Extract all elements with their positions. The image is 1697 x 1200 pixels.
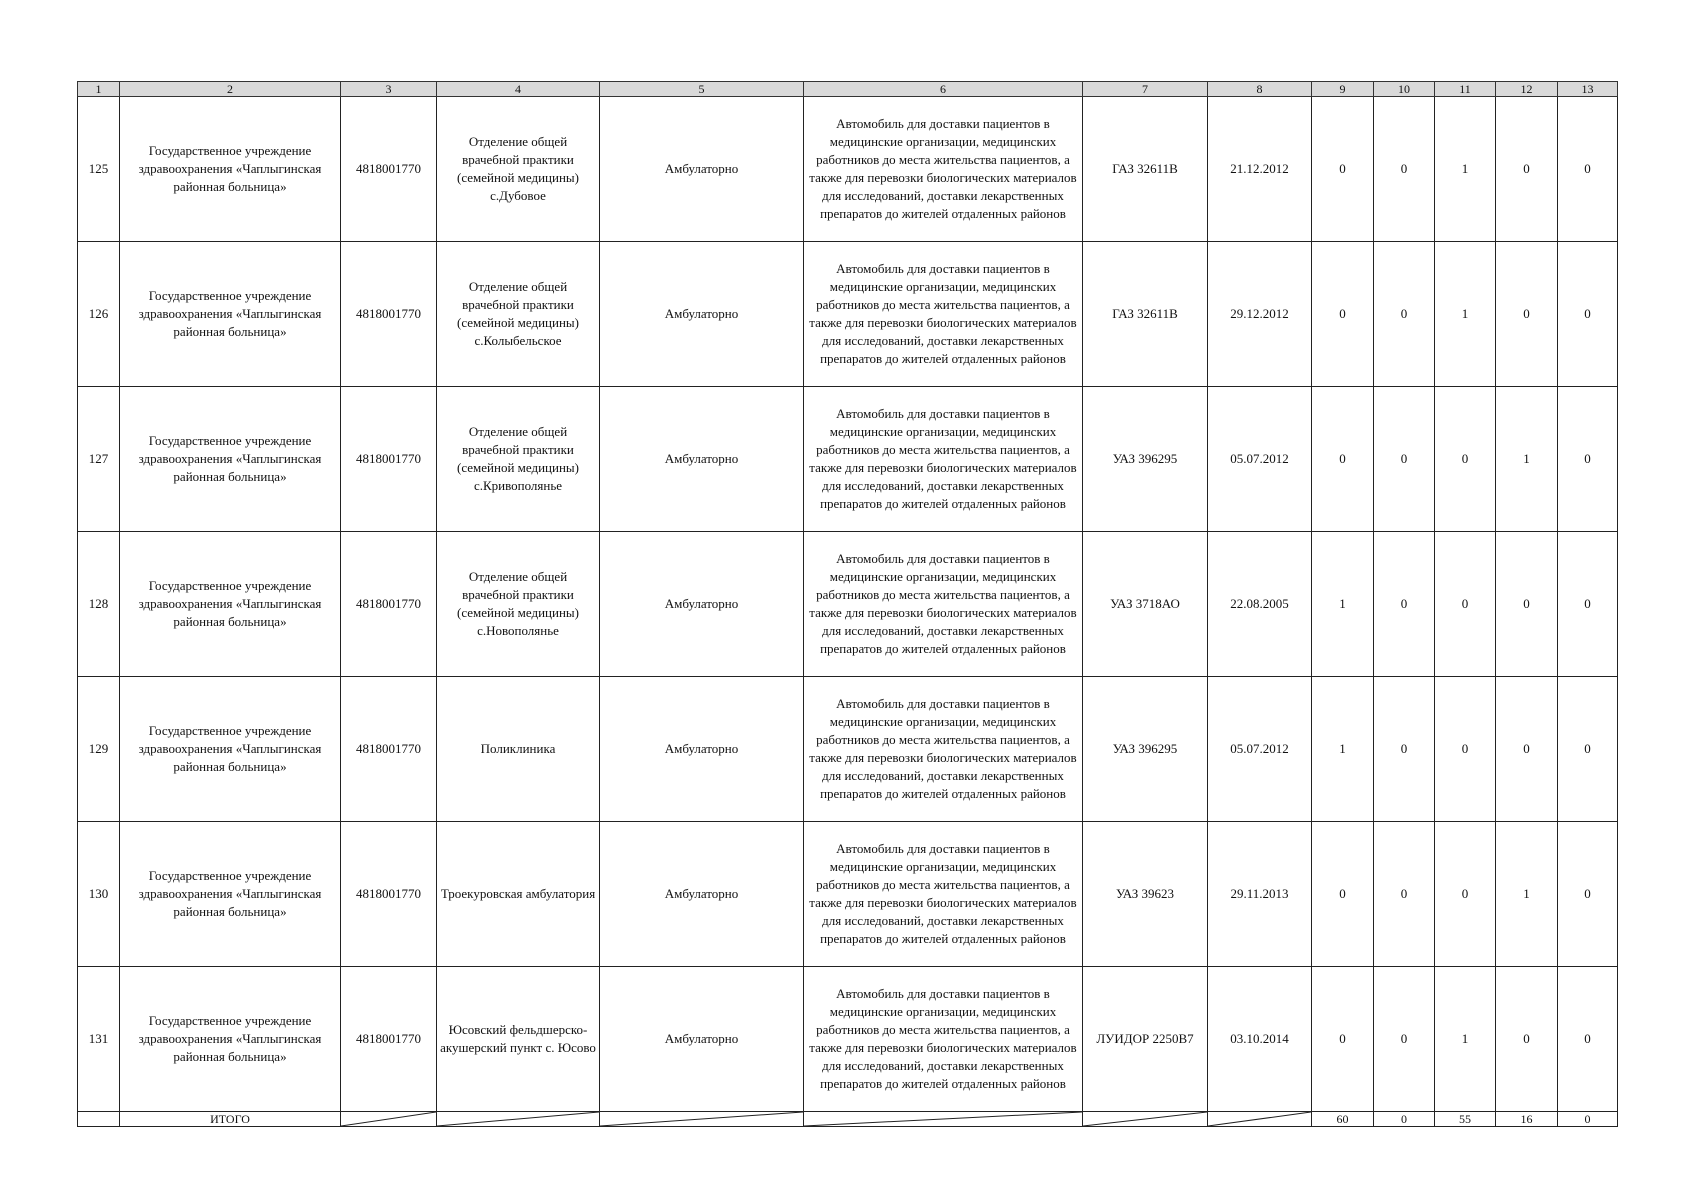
count-col-13-cell: 0	[1558, 532, 1618, 677]
table-row	[78, 97, 1618, 242]
vehicle-purpose-cell: Автомобиль для доставки пациентов в медицинские организации, медицинских работников до места жительства пациентов, а также для перевозки биологических материалов для исследований, доставки лекарственных препаратов до жителей отдаленных районов	[804, 242, 1083, 387]
column-number: 4	[437, 82, 600, 97]
total-col-9: 60	[1312, 1112, 1374, 1127]
count-col-9-cell: 0	[1312, 387, 1374, 532]
column-number: 6	[804, 82, 1083, 97]
count-col-11-cell: 0	[1435, 677, 1496, 822]
count-col-10-cell: 0	[1374, 242, 1435, 387]
count-col-10-cell: 0	[1374, 387, 1435, 532]
column-number: 11	[1435, 82, 1496, 97]
count-col-12-cell: 0	[1496, 532, 1558, 677]
count-col-11-cell: 0	[1435, 532, 1496, 677]
table-row	[78, 967, 1618, 1112]
count-col-11-cell: 1	[1435, 242, 1496, 387]
vehicle-model-cell: ГАЗ 32611В	[1083, 97, 1208, 242]
count-col-10-cell: 0	[1374, 967, 1435, 1112]
care-type-cell: Амбулаторно	[600, 822, 804, 967]
organization-cell: Государственное учреждение здравоохранения «Чаплыгинская районная больница»	[120, 532, 341, 677]
column-number-row	[78, 82, 1618, 97]
acquisition-date-cell: 21.12.2012	[1208, 97, 1312, 242]
count-col-9-cell: 0	[1312, 97, 1374, 242]
acquisition-date-cell: 05.07.2012	[1208, 677, 1312, 822]
count-col-10-cell: 0	[1374, 97, 1435, 242]
acquisition-date-cell: 05.07.2012	[1208, 387, 1312, 532]
count-col-13-cell: 0	[1558, 242, 1618, 387]
total-col-13: 0	[1558, 1112, 1618, 1127]
care-type-cell: Амбулаторно	[600, 242, 804, 387]
vehicle-purpose-cell: Автомобиль для доставки пациентов в медицинские организации, медицинских работников до места жительства пациентов, а также для перевозки биологических материалов для исследований, доставки лекарственных препаратов до жителей отдаленных районов	[804, 387, 1083, 532]
care-type-cell: Амбулаторно	[600, 677, 804, 822]
vehicle-purpose-cell: Автомобиль для доставки пациентов в медицинские организации, медицинских работников до места жительства пациентов, а также для перевозки биологических материалов для исследований, доставки лекарственных препаратов до жителей отдаленных районов	[804, 97, 1083, 242]
diagonal-strike	[1083, 1112, 1207, 1126]
row-number-cell: 129	[78, 677, 120, 822]
table-row	[78, 822, 1618, 967]
count-col-9-cell: 0	[1312, 822, 1374, 967]
count-col-12-cell: 0	[1496, 97, 1558, 242]
count-col-12-cell: 0	[1496, 677, 1558, 822]
count-col-10-cell: 0	[1374, 822, 1435, 967]
acquisition-date-cell: 22.08.2005	[1208, 532, 1312, 677]
total-struck-cell	[600, 1112, 804, 1127]
column-number: 12	[1496, 82, 1558, 97]
count-col-11-cell: 0	[1435, 822, 1496, 967]
row-number-cell: 131	[78, 967, 120, 1112]
organization-cell: Государственное учреждение здравоохранения «Чаплыгинская районная больница»	[120, 822, 341, 967]
row-number-cell: 125	[78, 97, 120, 242]
total-empty-cell	[78, 1112, 120, 1127]
column-number: 1	[78, 82, 120, 97]
count-col-12-cell: 1	[1496, 822, 1558, 967]
care-type-cell: Амбулаторно	[600, 387, 804, 532]
column-number: 7	[1083, 82, 1208, 97]
organization-cell: Государственное учреждение здравоохранения «Чаплыгинская районная больница»	[120, 242, 341, 387]
inn-cell: 4818001770	[341, 967, 437, 1112]
total-struck-cell	[804, 1112, 1083, 1127]
vehicle-model-cell: ЛУИДОР 2250В7	[1083, 967, 1208, 1112]
inn-cell: 4818001770	[341, 97, 437, 242]
column-number: 5	[600, 82, 804, 97]
column-number: 13	[1558, 82, 1618, 97]
count-col-11-cell: 1	[1435, 97, 1496, 242]
table-row	[78, 387, 1618, 532]
total-struck-cell	[1208, 1112, 1312, 1127]
column-number: 2	[120, 82, 341, 97]
total-struck-cell	[437, 1112, 600, 1127]
vehicle-model-cell: УАЗ 396295	[1083, 387, 1208, 532]
care-type-cell: Амбулаторно	[600, 532, 804, 677]
row-number-cell: 127	[78, 387, 120, 532]
vehicle-purpose-cell: Автомобиль для доставки пациентов в медицинские организации, медицинских работников до места жительства пациентов, а также для перевозки биологических материалов для исследований, доставки лекарственных препаратов до жителей отдаленных районов	[804, 532, 1083, 677]
total-col-10: 0	[1374, 1112, 1435, 1127]
inn-cell: 4818001770	[341, 532, 437, 677]
division-cell: Юсовский фельдшерско-акушерский пункт с. Юсово	[437, 967, 600, 1112]
division-cell: Отделение общей врачебной практики (семейной медицины) с.Колыбельское	[437, 242, 600, 387]
table-row	[78, 532, 1618, 677]
row-number-cell: 128	[78, 532, 120, 677]
column-number: 8	[1208, 82, 1312, 97]
count-col-13-cell: 0	[1558, 97, 1618, 242]
count-col-9-cell: 1	[1312, 532, 1374, 677]
organization-cell: Государственное учреждение здравоохранения «Чаплыгинская районная больница»	[120, 387, 341, 532]
acquisition-date-cell: 03.10.2014	[1208, 967, 1312, 1112]
table-row	[78, 677, 1618, 822]
care-type-cell: Амбулаторно	[600, 967, 804, 1112]
count-col-9-cell: 1	[1312, 677, 1374, 822]
count-col-9-cell: 0	[1312, 242, 1374, 387]
count-col-13-cell: 0	[1558, 677, 1618, 822]
acquisition-date-cell: 29.11.2013	[1208, 822, 1312, 967]
count-col-13-cell: 0	[1558, 822, 1618, 967]
division-cell: Отделение общей врачебной практики (семейной медицины) с.Кривополянье	[437, 387, 600, 532]
vehicle-model-cell: УАЗ 3718АО	[1083, 532, 1208, 677]
division-cell: Отделение общей врачебной практики (семейной медицины) с.Дубовое	[437, 97, 600, 242]
diagonal-strike	[437, 1112, 599, 1126]
column-number: 10	[1374, 82, 1435, 97]
vehicle-model-cell: УАЗ 396295	[1083, 677, 1208, 822]
table-row	[78, 242, 1618, 387]
organization-cell: Государственное учреждение здравоохранения «Чаплыгинская районная больница»	[120, 967, 341, 1112]
row-number-cell: 130	[78, 822, 120, 967]
total-label: ИТОГО	[120, 1112, 341, 1127]
count-col-11-cell: 0	[1435, 387, 1496, 532]
vehicle-purpose-cell: Автомобиль для доставки пациентов в медицинские организации, медицинских работников до места жительства пациентов, а также для перевозки биологических материалов для исследований, доставки лекарственных препаратов до жителей отдаленных районов	[804, 822, 1083, 967]
column-number: 9	[1312, 82, 1374, 97]
inn-cell: 4818001770	[341, 677, 437, 822]
count-col-12-cell: 0	[1496, 967, 1558, 1112]
organization-cell: Государственное учреждение здравоохранения «Чаплыгинская районная больница»	[120, 97, 341, 242]
inn-cell: 4818001770	[341, 242, 437, 387]
vehicle-purpose-cell: Автомобиль для доставки пациентов в медицинские организации, медицинских работников до места жительства пациентов, а также для перевозки биологических материалов для исследований, доставки лекарственных препаратов до жителей отдаленных районов	[804, 967, 1083, 1112]
organization-cell: Государственное учреждение здравоохранения «Чаплыгинская районная больница»	[120, 677, 341, 822]
care-type-cell: Амбулаторно	[600, 97, 804, 242]
count-col-9-cell: 0	[1312, 967, 1374, 1112]
division-cell: Троекуровская амбулатория	[437, 822, 600, 967]
vehicle-model-cell: ГАЗ 32611В	[1083, 242, 1208, 387]
total-struck-cell	[341, 1112, 437, 1127]
vehicle-purpose-cell: Автомобиль для доставки пациентов в медицинские организации, медицинских работников до места жительства пациентов, а также для перевозки биологических материалов для исследований, доставки лекарственных препаратов до жителей отдаленных районов	[804, 677, 1083, 822]
column-number: 3	[341, 82, 437, 97]
acquisition-date-cell: 29.12.2012	[1208, 242, 1312, 387]
total-row	[78, 1112, 1618, 1127]
count-col-12-cell: 0	[1496, 242, 1558, 387]
count-col-10-cell: 0	[1374, 677, 1435, 822]
count-col-10-cell: 0	[1374, 532, 1435, 677]
diagonal-strike	[1208, 1112, 1311, 1126]
division-cell: Отделение общей врачебной практики (семейной медицины) с.Новополянье	[437, 532, 600, 677]
count-col-11-cell: 1	[1435, 967, 1496, 1112]
inn-cell: 4818001770	[341, 822, 437, 967]
count-col-13-cell: 0	[1558, 387, 1618, 532]
row-number-cell: 126	[78, 242, 120, 387]
inn-cell: 4818001770	[341, 387, 437, 532]
diagonal-strike	[804, 1112, 1082, 1126]
diagonal-strike	[341, 1112, 436, 1126]
count-col-12-cell: 1	[1496, 387, 1558, 532]
diagonal-strike	[600, 1112, 803, 1126]
vehicle-register-table	[77, 81, 1618, 1127]
division-cell: Поликлиника	[437, 677, 600, 822]
total-col-11: 55	[1435, 1112, 1496, 1127]
vehicle-model-cell: УАЗ 39623	[1083, 822, 1208, 967]
count-col-13-cell: 0	[1558, 967, 1618, 1112]
total-struck-cell	[1083, 1112, 1208, 1127]
total-col-12: 16	[1496, 1112, 1558, 1127]
